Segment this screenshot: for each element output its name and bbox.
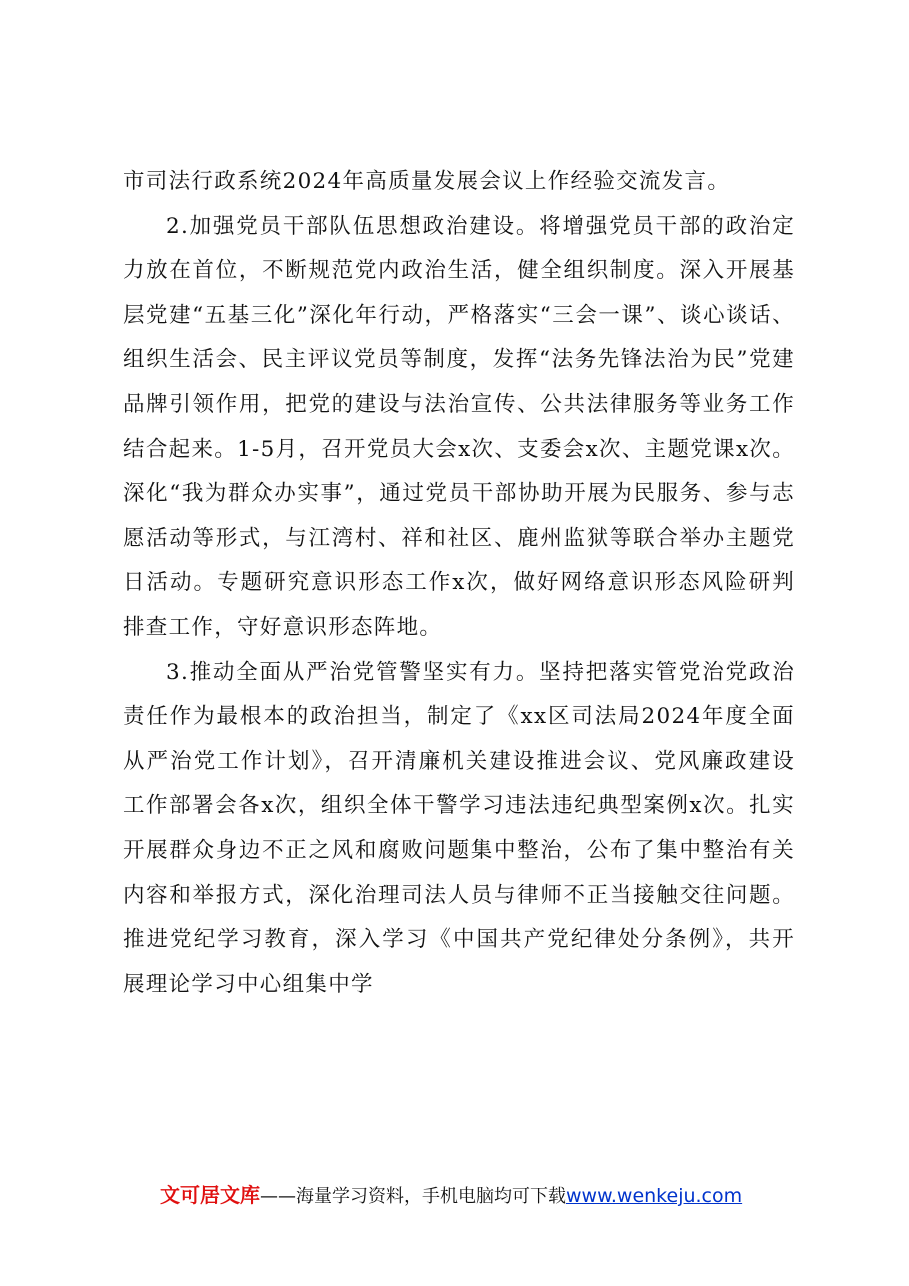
footer-brand: 文可居文库 bbox=[160, 1183, 260, 1207]
paragraph-party-building: 2.加强党员干部队伍思想政治建设。将增强党员干部的政治定力放在首位，不断规范党内政治生活，健全组织制度。深入开展基层党建“五基三化”深化年行动，严格落实“三会一课”、谈心谈话、组织生活会、民主评议党员等制度，发挥“法务先锋法治为民”党建品牌引领作用，把党的建设与法治宣传、公共法律服务等业务工作结合起来。1-5月，召开党员大会x次、支委会x次、主题党课x次。深化“我为群众办实事”，通过党员干部协助开展为民服务、参与志愿活动等形式，与江湾村、祥和社区、鹿州监狱等联合举办主题党日活动。专题研究意识形态工作x次，做好网络意识形态风险研判排查工作，守好意识形态阵地。 bbox=[123, 213, 795, 640]
footer-tagline: ——海量学习资料，手机电脑均可下载 bbox=[260, 1186, 566, 1207]
paragraph-strict-governance: 3.推动全面从严治党管警坚实有力。坚持把落实管党治党政治责任作为最根本的政治担当，制定了《xx区司法局2024年度全面从严治党工作计划》，召开清廉机关建设推进会议、党风廉政建设工作部署会各x次，组织全体干警学习违法违纪典型案例x次。扎实开展群众身边不正之风和腐败问题集中整治，公布了集中整治有关内容和举报方式，深化治理司法人员与律师不正当接触交往问题。推进党纪学习教育，深入学习《中国共产党纪律处分条例》，共开展理论学习中心组集中学 bbox=[123, 659, 795, 997]
footer-watermark bbox=[160, 1180, 780, 1212]
paragraph-continuation: 市司法行政系统2024年高质量发展会议上作经验交流发言。 bbox=[123, 169, 731, 194]
document-body bbox=[123, 160, 795, 1007]
footer-link[interactable]: www.wenkeju.com bbox=[566, 1185, 743, 1207]
